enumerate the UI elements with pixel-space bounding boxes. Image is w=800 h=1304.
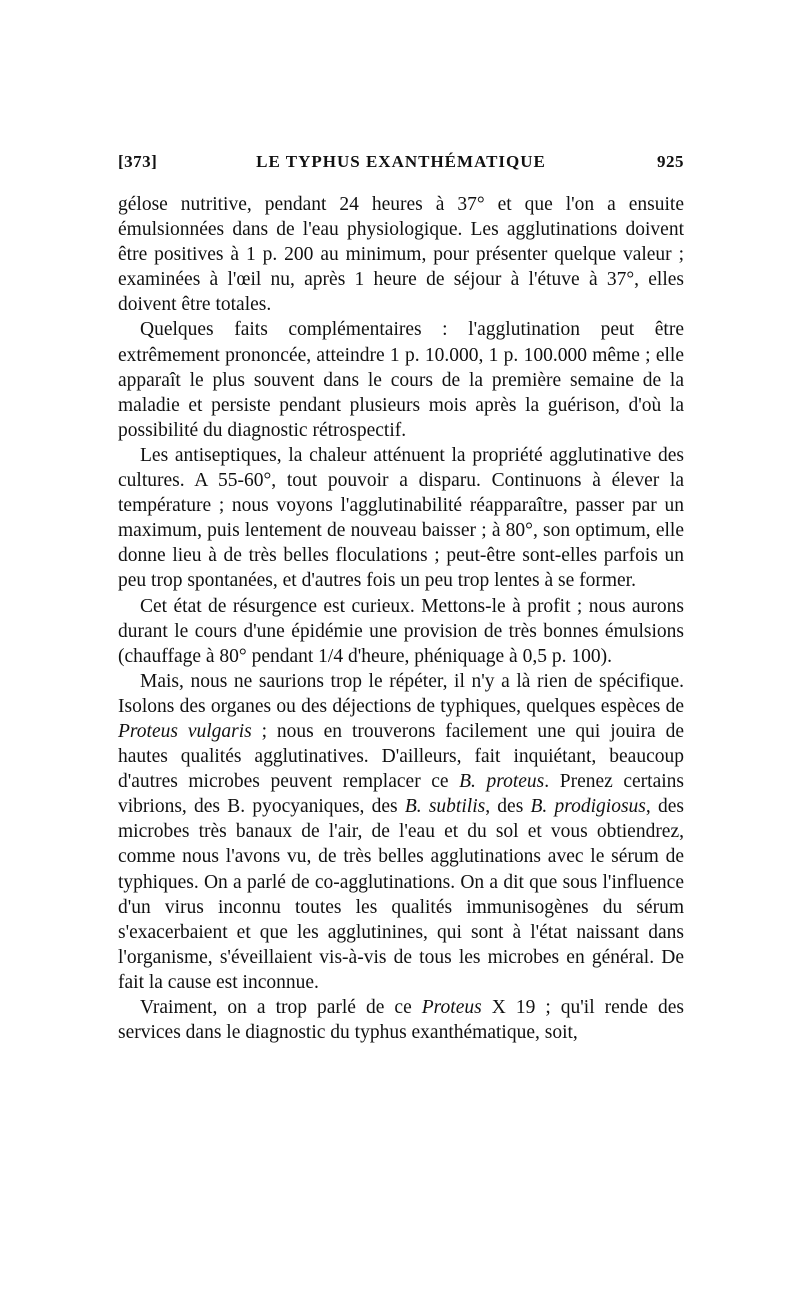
italic-text: B. subtilis <box>404 796 486 818</box>
text-run: Mais, nous ne saurions trop le répéter, il n'y a là rien de spécifique. Isolons des organes ou des déjections de typhiques, quelques espèces de <box>118 670 684 717</box>
text-run: X 19 ; qu'il rende des services dans le diagnostic du typhus exanthématique, soit, <box>118 997 684 1044</box>
italic-text: Proteus <box>421 997 482 1018</box>
paragraph <box>118 995 684 1045</box>
italic-text: Proteus vulgaris <box>118 720 252 742</box>
text-run: ; nous en trouverons facilement une qui jouira de hautes qualités agglutinatives. D'ailleurs, fait inquiétant, beaucoup d'autres microbes peuvent remplacer ce <box>118 720 685 793</box>
text-run: , des microbes très banaux de l'air, de l'eau et du sol et vous obtiendrez, comme nous l'avons vu, de très belles agglutinations avec le sérum de typhiques. On a parlé de co-agglutinations. On a dit que sous l'influence d'un virus inconnu toutes les qualités immunisogènes du sérum s'exacerbaient et que les agglutinines, qui sont à l'état naissant dans l'organisme, s'éveillaient vis-à-vis de tous les microbes en général. De fait la cause est inconnue. <box>118 796 684 993</box>
paragraph <box>118 443 684 594</box>
paragraph <box>118 317 684 442</box>
italic-text: B. proteus <box>459 771 545 793</box>
body-text <box>118 192 684 1045</box>
page-reference: [373] <box>118 152 158 171</box>
text-run: gélose nutritive, pendant 24 heures à 37° et que l'on a ensuite émulsionnées dans de l'eau physiologique. Les agglutinations doivent être positives à 1 p. 200 au minimum, pour présenter quelque valeur ; examinées à l'œil nu, après 1 heure de séjour à l'étuve à 37°, elles doivent être totales. <box>118 194 684 316</box>
text-run: Cet état de résurgence est curieux. Mettons-le à profit ; nous aurons durant le cours d'une épidémie une provision de très bonnes émulsions (chauffage à 80° pendant 1/4 d'heure, phéniquage à 0,5 p. 100). <box>118 595 684 667</box>
book-page <box>118 152 684 1045</box>
text-run: Quelques faits complémentaires : l'agglutination peut être extrêmement prononcée, atteindre 1 p. 10.000, 1 p. 100.000 même ; elle apparaît le plus souvent dans le cours de la première semaine de la maladie et persiste pendant plusieurs mois après la guérison, d'où la possibilité du diagnostic rétrospectif. <box>118 319 684 441</box>
text-run: Vraiment, on a trop parlé de ce <box>140 997 422 1018</box>
running-title: LE TYPHUS EXANTHÉMATIQUE <box>256 152 546 171</box>
paragraph <box>118 594 684 669</box>
running-head <box>118 152 684 178</box>
italic-text: B. prodigiosus <box>530 796 646 818</box>
text-run: , des <box>485 796 531 818</box>
paragraph <box>118 192 684 317</box>
paragraph <box>118 669 684 995</box>
text-run: . Prenez certains vibrions, des B. pyocyaniques, des <box>118 771 684 818</box>
text-run: Les antiseptiques, la chaleur atténuent la propriété agglutinative des cultures. A 55-60°, tout pouvoir a disparu. Continuons à élever la température ; nous voyons l'agglutinabilité réapparaître, passer par un maximum, puis lentement de nouveau baisser ; à 80°, son optimum, elle donne lieu à de très belles floculations ; peut-être sont-elles parfois un peu trop spontanées, et d'autres fois un peu trop lentes à se former. <box>118 444 684 592</box>
page-number: 925 <box>657 152 684 171</box>
